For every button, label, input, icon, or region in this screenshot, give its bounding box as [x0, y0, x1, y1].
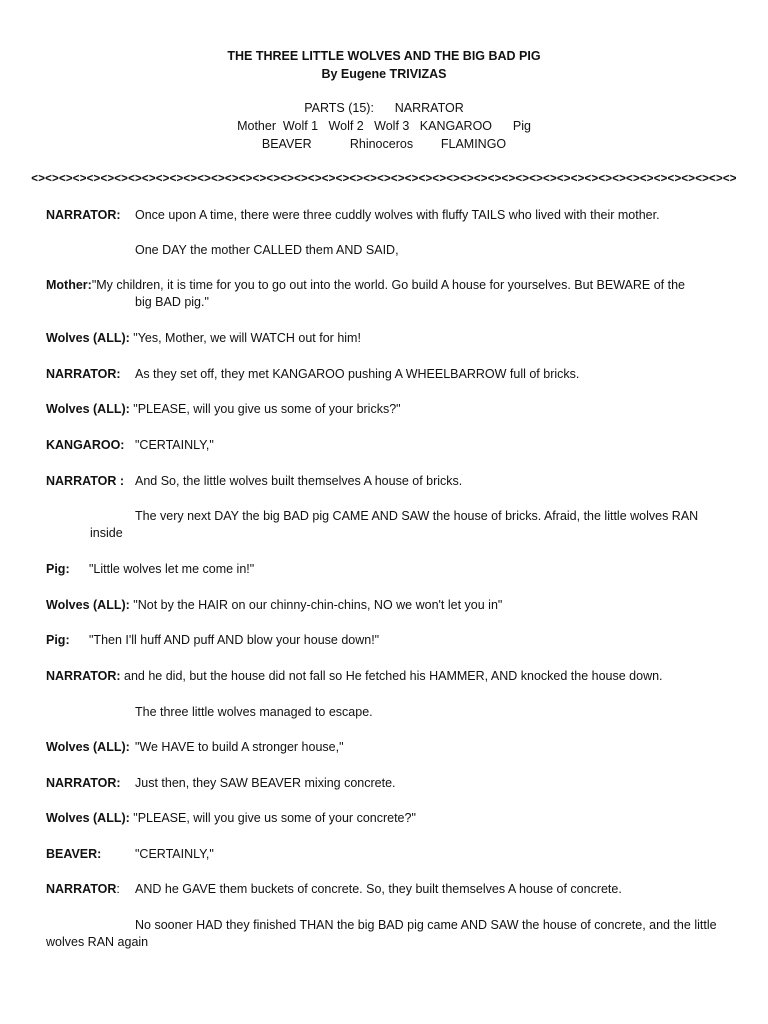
dialogue-text: As they set off, they met KANGAROO pushing A WHEELBARROW full of bricks.: [135, 367, 580, 381]
script-line: [46, 366, 720, 383]
dialogue-text: "Then I'll huff AND puff AND blow your house down!": [89, 633, 380, 647]
script-line: [46, 632, 720, 649]
dialogue-text: One DAY the mother CALLED them AND SAID,: [135, 243, 399, 257]
dialogue-text: "Little wolves let me come in!": [89, 562, 255, 576]
script-line: [46, 277, 720, 294]
dialogue-text: Just then, they SAW BEAVER mixing concrete.: [135, 776, 396, 790]
script-line: [46, 473, 720, 490]
parts-line-1: PARTS (15): NARRATOR: [304, 101, 464, 115]
dialogue-text: "CERTAINLY,": [135, 438, 214, 452]
parts-line-3: BEAVER Rhinoceros FLAMINGO: [261, 137, 507, 151]
dialogue-text: and he did, but the house did not fall so He fetched his HAMMER, AND knocked the house down.: [124, 669, 663, 683]
speaker-label: NARRATOR:: [46, 669, 121, 683]
speaker-label: Wolves (ALL):: [46, 811, 130, 825]
speaker-label: NARRATOR:: [46, 776, 121, 790]
dialogue-text: "We HAVE to build A stronger house,": [135, 740, 344, 754]
speaker-label: Wolves (ALL):: [46, 331, 130, 345]
script-line: [46, 810, 720, 827]
script-line: [46, 597, 720, 614]
section-divider: <><><><><><><><><><><><><><><><><><><><><><><><><><><><><><><><><><><><><><><><><><><><><><><><><><><>: [31, 173, 737, 185]
dialogue-text: "Yes, Mother, we will WATCH out for him!: [133, 331, 361, 345]
speaker-label: Mother:: [46, 278, 92, 292]
dialogue-continuation: big BAD pig.": [135, 295, 209, 309]
dialogue-continuation: inside: [90, 526, 123, 540]
dialogue-text: "Not by the HAIR on our chinny-chin-chins, NO we won't let you in": [133, 598, 503, 612]
dialogue-text: No sooner HAD they finished THAN the big BAD pig came AND SAW the house of concrete, and the little: [135, 918, 717, 932]
document-title: THE THREE LITTLE WOLVES AND THE BIG BAD PIG: [227, 49, 541, 63]
dialogue-text: And So, the little wolves built themselves A house of bricks.: [135, 474, 463, 488]
script-line: [46, 330, 720, 347]
speaker-label: NARRATOR: [46, 882, 117, 896]
dialogue-continuation: wolves RAN again: [46, 935, 149, 949]
speaker-colon: :: [116, 882, 120, 896]
script-line: [46, 401, 720, 418]
script-line: [46, 668, 720, 685]
speaker-label: NARRATOR:: [46, 208, 121, 222]
document-author: By Eugene TRIVIZAS: [321, 67, 447, 81]
script-line: [46, 561, 720, 578]
script-line: [46, 739, 720, 756]
script-line: [46, 846, 720, 863]
speaker-label: Wolves (ALL):: [46, 598, 130, 612]
script-line: [46, 775, 720, 792]
dialogue-text: The very next DAY the big BAD pig CAME AND SAW the house of bricks. Afraid, the little wolves RAN: [135, 509, 699, 523]
script-line: [46, 437, 720, 454]
speaker-label: NARRATOR:: [46, 367, 121, 381]
dialogue-text: Once upon A time, there were three cuddly wolves with fluffy TAILS who lived with their mother.: [135, 208, 660, 222]
dialogue-text: "My children, it is time for you to go out into the world. Go build A house for yourselves. But BEWARE of the: [91, 278, 685, 292]
dialogue-text: The three little wolves managed to escape.: [135, 705, 373, 719]
speaker-label: Wolves (ALL):: [46, 740, 130, 754]
script-line: [46, 207, 720, 224]
speaker-label: KANGAROO:: [46, 438, 125, 452]
speaker-label: Pig:: [46, 633, 70, 647]
speaker-label: Wolves (ALL):: [46, 402, 130, 416]
dialogue-text: AND he GAVE them buckets of concrete. So, they built themselves A house of concrete.: [135, 882, 622, 896]
speaker-label: Pig:: [46, 562, 70, 576]
speaker-label: NARRATOR :: [46, 474, 125, 488]
script-line: [46, 881, 720, 898]
dialogue-text: "CERTAINLY,": [135, 847, 214, 861]
dialogue-text: "PLEASE, will you give us some of your concrete?": [133, 811, 416, 825]
parts-line-2: Mother Wolf 1 Wolf 2 Wolf 3 KANGAROO Pig: [237, 119, 531, 133]
dialogue-text: "PLEASE, will you give us some of your bricks?": [133, 402, 401, 416]
speaker-label: BEAVER:: [46, 847, 102, 861]
